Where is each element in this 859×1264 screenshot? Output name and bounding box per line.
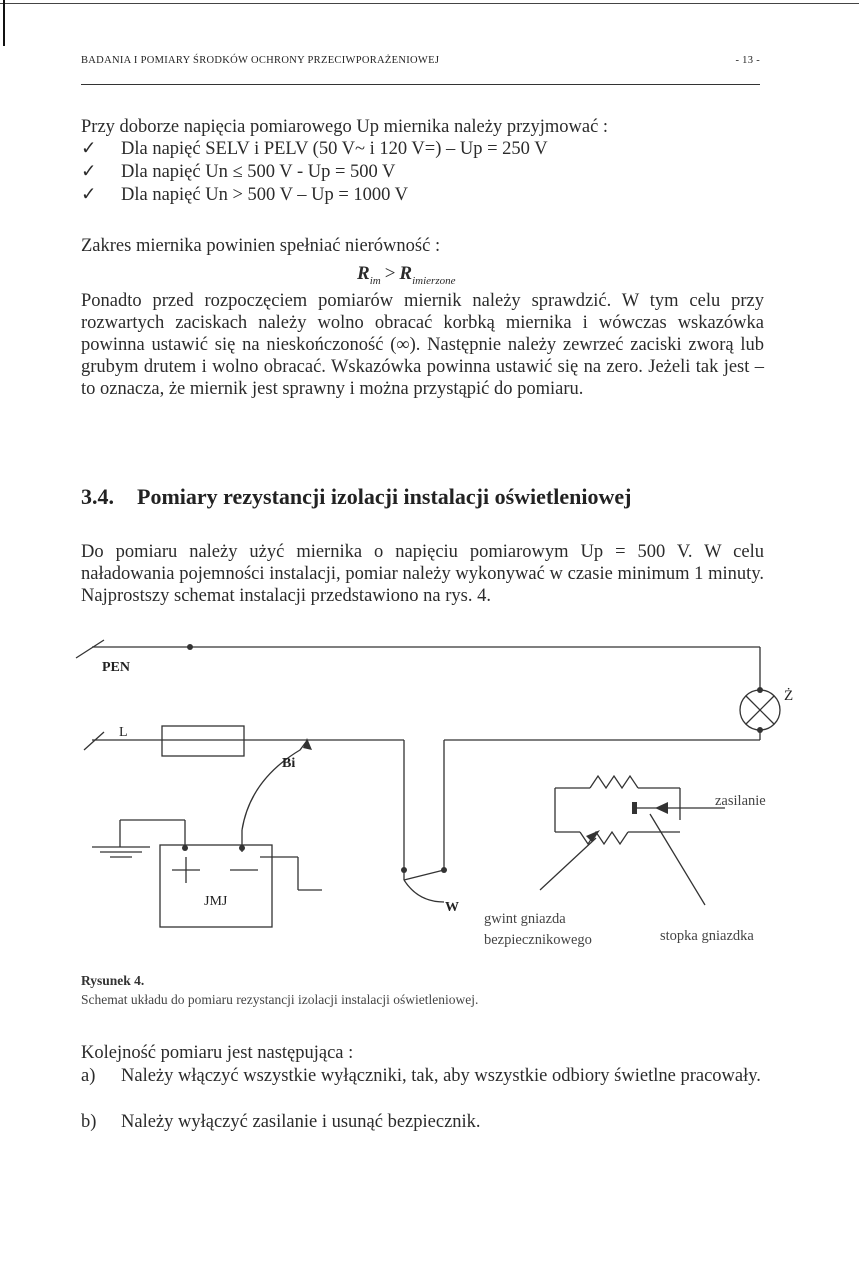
list-item bbox=[81, 138, 548, 160]
thread-label-2: bezpiecznikowego bbox=[484, 932, 592, 948]
list-item bbox=[81, 161, 395, 183]
pen-terminal-mark bbox=[76, 640, 104, 658]
fuse-symbol bbox=[162, 726, 244, 756]
formula-left-sub: im bbox=[369, 274, 381, 287]
supply-label: zasilanie bbox=[715, 793, 766, 809]
page-number: - 13 - bbox=[735, 55, 760, 66]
bi-label: Bi bbox=[282, 756, 296, 771]
l-terminal-mark bbox=[84, 732, 104, 750]
list-item-text: Dla napięć Un > 500 V – Up = 1000 V bbox=[121, 185, 409, 205]
formula-operator: > bbox=[384, 263, 396, 284]
list-item bbox=[81, 1065, 781, 1109]
inequality-formula bbox=[357, 263, 455, 287]
switch-blade bbox=[404, 870, 444, 880]
list-item-text: Dla napięć Un ≤ 500 V - Up = 500 V bbox=[121, 162, 396, 182]
step-text: Należy wyłączyć zasilanie i usunąć bezpiecznik. bbox=[121, 1112, 481, 1132]
foot-pointer bbox=[650, 814, 705, 905]
top-border-line bbox=[0, 3, 859, 4]
supply-arrow-icon bbox=[655, 802, 668, 814]
lamp-label: Ż bbox=[784, 688, 794, 704]
left-edge-mark bbox=[3, 0, 5, 46]
section-heading bbox=[81, 484, 631, 510]
check-icon: ✓ bbox=[81, 185, 97, 205]
figure-title: Rysunek 4. bbox=[81, 973, 145, 988]
formula-right-sub: imierzone bbox=[412, 274, 456, 287]
bi-probe-lead bbox=[242, 742, 306, 830]
thread-pointer bbox=[540, 838, 596, 890]
formula-right: R bbox=[399, 263, 413, 284]
meter-check-paragraph: Ponadto przed rozpoczęciem pomiarów miernik należy sprawdzić. W tym celu przy rozwartych zaciskach należy wolno obracać korbką miernika i wówczas wskazówka powinna ustawić się na nieskończoność (∞). Następnie należy zewrzeć zaciski zworą lub grubym drutem i wolno obracać. Wskazówka powinna ustawić się na zero. Jeżeli tak jest – to oznacza, że miernik jest sprawny i można przystąpić do pomiaru. bbox=[81, 291, 764, 399]
formula-left: R bbox=[357, 263, 370, 284]
switch-arc bbox=[404, 880, 444, 902]
socket-thread-top bbox=[590, 776, 638, 788]
section-title: Pomiary rezystancji izolacji instalacji oświetleniowej bbox=[137, 484, 632, 509]
running-header-title: BADANIA I POMIARY ŚRODKÓW OCHRONY PRZECIWPORAŻENIOWEJ bbox=[81, 55, 440, 66]
header-rule bbox=[81, 84, 760, 85]
list-item-text: Dla napięć SELV i PELV (50 V~ i 120 V=) – Up = 250 V bbox=[121, 139, 548, 159]
step-text: Należy włączyć wszystkie wyłączniki, tak, aby wszystkie odbiory świetlne pracowały. bbox=[121, 1066, 761, 1086]
socket-thread-bottom bbox=[580, 832, 628, 844]
pen-label: PEN bbox=[102, 660, 130, 675]
procedure-lead: Kolejność pomiaru jest następująca : bbox=[81, 1043, 354, 1063]
jmj-label: JMJ bbox=[204, 894, 228, 909]
range-lead: Zakres miernika powinien spełniać nierówność : bbox=[81, 236, 441, 256]
w-label: W bbox=[445, 900, 459, 915]
section-paragraph: Do pomiaru należy użyć miernika o napięciu pomiarowym Up = 500 V. W celu naładowania pojemności instalacji, pomiar należy wykonywać w czasie minimum 1 minuty. Najprostszy schemat instalacji przedstawiono na rys. 4. bbox=[81, 542, 764, 606]
meter-box bbox=[160, 845, 272, 927]
intro-lead: Przy doborze napięcia pomiarowego Up miernika należy przyjmować : bbox=[81, 117, 609, 137]
list-item bbox=[81, 1111, 781, 1133]
l-label: L bbox=[119, 725, 128, 740]
step-label: b) bbox=[81, 1112, 97, 1132]
check-icon: ✓ bbox=[81, 162, 97, 182]
figure-caption: Schemat układu do pomiaru rezystancji izolacji instalacji oświetleniowej. bbox=[81, 992, 479, 1007]
thread-label-1: gwint gniazda bbox=[484, 911, 566, 927]
step-label: a) bbox=[81, 1066, 96, 1086]
section-number: 3.4. bbox=[81, 484, 114, 509]
list-item bbox=[81, 184, 408, 206]
foot-label: stopka gniazdka bbox=[660, 928, 754, 944]
circuit-diagram bbox=[0, 630, 859, 960]
check-icon: ✓ bbox=[81, 139, 97, 159]
